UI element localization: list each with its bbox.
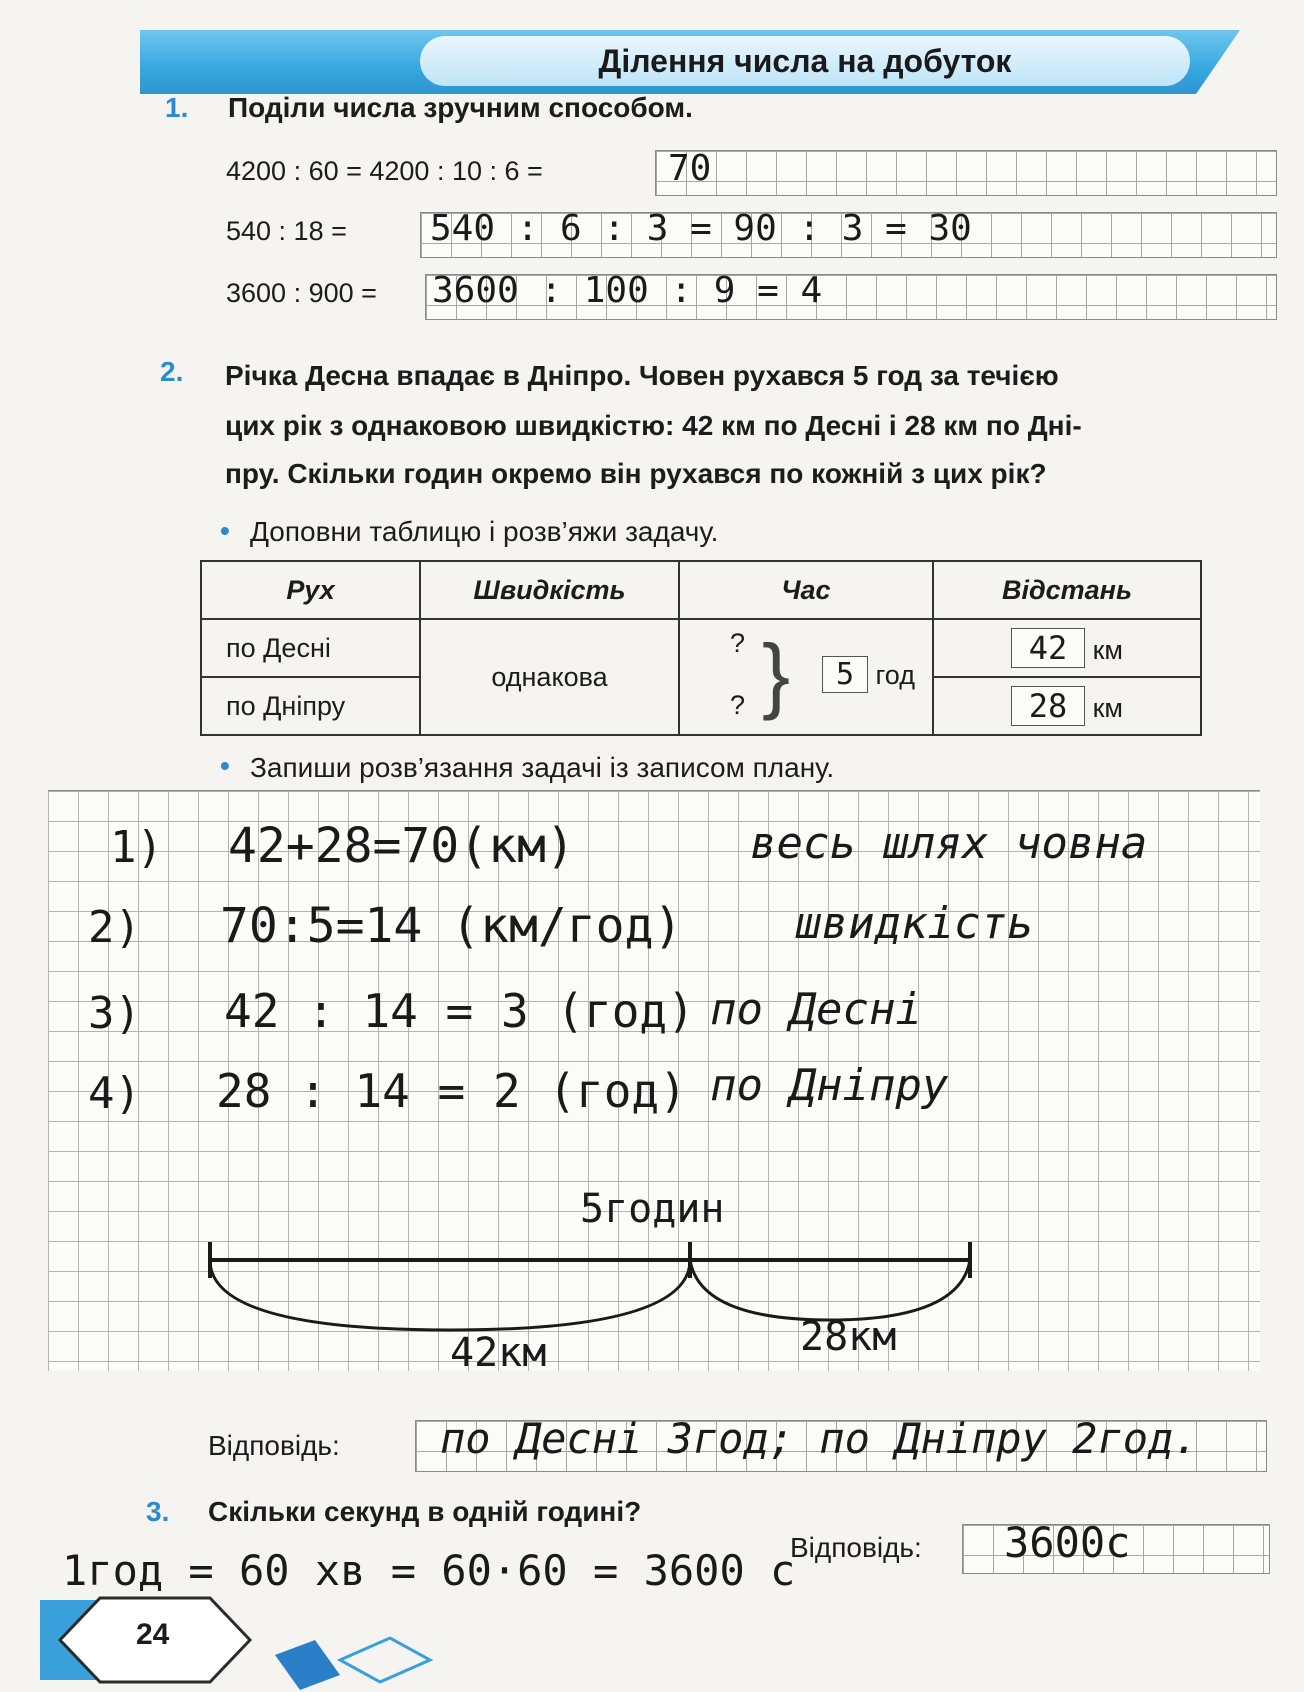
footer-blue-diamond [275,1640,340,1690]
task2-table [200,560,1202,736]
distance-unit-2: км [1092,693,1123,723]
task2-text-line-2: цих рік з однаковою швидкістю: 42 км по Десні і 28 км по Дні- [225,410,1082,441]
task1-answer-2: 540 : 6 : 3 = 90 : 3 = 30 [430,208,972,249]
bullet-icon: • [220,750,230,781]
table-header-speed: Швидкість [420,561,679,619]
bullet-icon: • [220,515,230,546]
task3-answer-label: Відповідь: [790,1532,922,1563]
brace-left-segment [210,1260,690,1330]
table-cell-speed: однакова [420,619,679,735]
task2-answer-label: Відповідь: [208,1430,340,1461]
task3-work: 1год = 60 хв = 60·60 = 3600 с [62,1546,796,1595]
task1-answer-3: 3600 : 100 : 9 = 4 [432,270,823,311]
distance-value-1: 42 [1011,628,1085,668]
diagram-right-label: 28км [800,1314,897,1360]
task1-text: Поділи числа зручним способом. [228,92,693,123]
page-number: 24 [136,1618,170,1651]
solution-step-3-note: по Десні [710,984,922,1035]
table-header-time: Час [679,561,933,619]
solution-step-1-expr: 42+28=70(км) [228,818,575,874]
page-title: Ділення числа на добуток [598,43,1012,79]
footer-decoration [40,1580,480,1692]
table-cell-motion-1: по Десні [201,619,420,677]
total-time [822,656,915,693]
solution-step-2-expr: 70:5=14 (км/год) [220,898,683,954]
table-cell-time [679,619,933,735]
solution-step-4-number: 4) [88,1068,141,1119]
solution-step-1-note: весь шлях човна [750,818,1148,869]
task3-answer: 3600с [1004,1518,1131,1567]
task2-instruction-solution: Запиши розв’язання задачі із записом плану. [250,752,835,783]
solution-step-3-number: 3) [88,988,141,1039]
table-header-motion: Рух [201,561,420,619]
table-cell-distance-2 [933,677,1201,735]
solution-step-2-note: швидкість [795,898,1034,949]
task2-answer: по Десні 3год; по Дніпру 2год. [440,1414,1199,1463]
task2-number: 2. [160,356,184,387]
time-unknown-2: ? [730,690,746,720]
table-cell-motion-2: по Дніпру [201,677,420,735]
distance-value-2: 28 [1011,686,1085,726]
solution-step-4-note: по Дніпру [710,1060,949,1111]
curly-brace-icon: } [762,627,791,721]
diagram-top-label: 5годин [580,1186,725,1232]
task1-number: 1. [165,92,189,123]
task2-text-line-1: Річка Десна впадає в Дніпро. Човен рухався 5 год за течією [225,360,1059,391]
diagram-left-label: 42км [450,1330,547,1376]
answer-grid-1[interactable] [655,150,1277,196]
task1-expr-1: 4200 : 60 = 4200 : 10 : 6 = [226,156,543,186]
footer-outline-diamond [340,1638,430,1682]
task1-expr-3: 3600 : 900 = [226,278,377,308]
total-time-value: 5 [822,656,868,693]
task3-text: Скільки секунд в одній годині? [208,1496,642,1527]
solution-step-2-number: 2) [88,902,141,953]
task2-text-line-3: пру. Скільки годин окремо він рухався по кожній з цих рік? [225,458,1047,489]
solution-step-3-expr: 42 : 14 = 3 (год) [224,984,695,1038]
brace-right-segment [690,1260,970,1320]
table-cell-distance-1 [933,619,1201,677]
solution-step-4-expr: 28 : 14 = 2 (год) [216,1064,687,1118]
table-header-distance: Відстань [933,561,1201,619]
task1-expr-2: 540 : 18 = [226,216,347,246]
total-time-unit: год [875,660,915,690]
distance-unit-1: км [1092,635,1123,665]
solution-step-1-number: 1) [110,822,163,873]
time-unknown-1: ? [730,628,746,658]
task1-answer-1: 70 [668,148,712,189]
task3-number: 3. [146,1496,170,1527]
task2-instruction-table: Доповни таблицю і розв’яжи задачу. [250,516,719,547]
